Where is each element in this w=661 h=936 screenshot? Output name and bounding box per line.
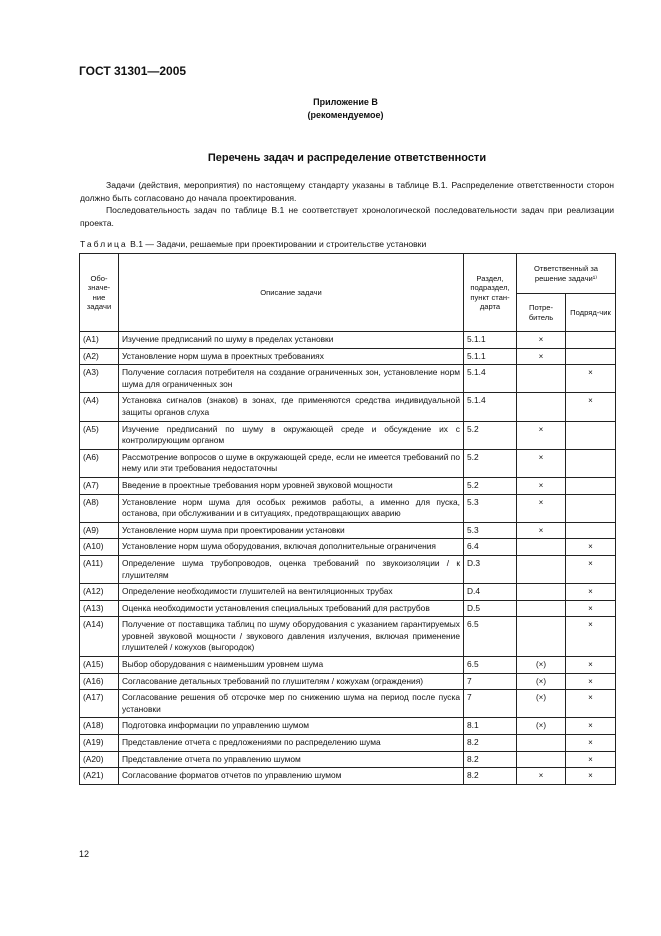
task-code: (A19) <box>80 735 119 752</box>
task-description: Получение согласия потребителя на создание ограниченных зон, установление норм шума для ограниченных зон <box>119 365 464 393</box>
task-description: Установление норм шума при проектировании установки <box>119 522 464 539</box>
contractor-mark: × <box>566 584 616 601</box>
task-description: Оценка необходимости установления специальных требований для раструбов <box>119 600 464 617</box>
contractor-mark: × <box>566 600 616 617</box>
contractor-mark <box>566 332 616 349</box>
document-header: ГОСТ 31301—2005 <box>79 64 187 78</box>
table-row <box>80 718 616 735</box>
task-section-ref: 5.3 <box>464 522 517 539</box>
consumer-mark: × <box>517 332 566 349</box>
task-description: Согласование решения об отсрочке мер по снижению шума на период после пуска установки <box>119 690 464 718</box>
task-code: (A16) <box>80 673 119 690</box>
header-ref: Раздел, подраздел, пункт стан-дарта <box>464 254 517 332</box>
table-row <box>80 690 616 718</box>
task-code: (A17) <box>80 690 119 718</box>
consumer-mark: × <box>517 522 566 539</box>
table-row <box>80 522 616 539</box>
header-responsible: Ответственный за решение задачи¹⁾ <box>517 254 616 294</box>
task-section-ref: 6.4 <box>464 539 517 556</box>
header-contractor: Подряд-чик <box>566 294 616 332</box>
task-description: Представление отчета по управлению шумом <box>119 751 464 768</box>
contractor-mark: × <box>566 365 616 393</box>
header-description: Описание задачи <box>119 254 464 332</box>
table-row <box>80 421 616 449</box>
consumer-mark <box>517 617 566 657</box>
task-description: Установка сигналов (знаков) в зонах, где применяются средства индивидуальной защиты органов слуха <box>119 393 464 421</box>
table-row <box>80 617 616 657</box>
task-description: Установление норм шума оборудования, включая дополнительные ограничения <box>119 539 464 556</box>
header-consumer: Потре-битель <box>517 294 566 332</box>
table-caption <box>80 239 426 249</box>
page-number: 12 <box>79 849 90 859</box>
consumer-mark <box>517 600 566 617</box>
task-code: (A3) <box>80 365 119 393</box>
task-code: (A7) <box>80 477 119 494</box>
task-code: (A4) <box>80 393 119 421</box>
task-section-ref: 5.2 <box>464 449 517 477</box>
paragraph-1-text: Задачи (действия, мероприятия) по настоящему стандарту указаны в таблице В.1. Распределение ответственности сторон должно быть согласовано до начала проектирования. <box>80 180 614 203</box>
table-body <box>80 332 616 785</box>
task-section-ref: 5.1.1 <box>464 348 517 365</box>
table-row <box>80 751 616 768</box>
consumer-mark: × <box>517 449 566 477</box>
contractor-mark: × <box>566 393 616 421</box>
task-section-ref: 7 <box>464 673 517 690</box>
table-row <box>80 332 616 349</box>
consumer-mark <box>517 555 566 583</box>
table-row <box>80 584 616 601</box>
appendix-title: Приложение В <box>313 97 378 107</box>
task-code: (A6) <box>80 449 119 477</box>
section-title: Перечень задач и распределение ответственности <box>207 152 487 164</box>
task-section-ref: 5.1.4 <box>464 393 517 421</box>
contractor-mark: × <box>566 718 616 735</box>
paragraph-2-text: Последовательность задач по таблице В.1 не соответствует хронологической последовательности задач при реализации проекта. <box>80 205 614 228</box>
task-description: Введение в проектные требования норм уровней звуковой мощности <box>119 477 464 494</box>
contractor-mark: × <box>566 768 616 785</box>
task-code: (A10) <box>80 539 119 556</box>
task-description: Рассмотрение вопросов о шуме в окружающей среде, если не имеется требований по нему или эти требования недостаточны <box>119 449 464 477</box>
task-description: Выбор оборудования с наименьшим уровнем шума <box>119 657 464 674</box>
contractor-mark: × <box>566 555 616 583</box>
table-caption-text: В.1 — Задачи, решаемые при проектировании и строительстве установки <box>127 239 427 249</box>
consumer-mark <box>517 751 566 768</box>
contractor-mark <box>566 348 616 365</box>
consumer-mark: (×) <box>517 657 566 674</box>
tasks-table <box>79 253 616 785</box>
contractor-mark: × <box>566 657 616 674</box>
consumer-mark: × <box>517 421 566 449</box>
task-code: (A18) <box>80 718 119 735</box>
task-code: (A1) <box>80 332 119 349</box>
contractor-mark <box>566 494 616 522</box>
task-section-ref: 5.1.4 <box>464 365 517 393</box>
table-row <box>80 477 616 494</box>
task-section-ref: 8.1 <box>464 718 517 735</box>
table-row <box>80 348 616 365</box>
task-code: (A21) <box>80 768 119 785</box>
consumer-mark: × <box>517 494 566 522</box>
paragraph-2 <box>80 204 614 229</box>
task-description: Согласование форматов отчетов по управлению шумом <box>119 768 464 785</box>
task-code: (A20) <box>80 751 119 768</box>
contractor-mark <box>566 522 616 539</box>
task-description: Подготовка информации по управлению шумом <box>119 718 464 735</box>
task-section-ref: 6.5 <box>464 657 517 674</box>
task-description: Определение шума трубопроводов, оценка требований по звукоизоляции / к глушителям <box>119 555 464 583</box>
task-code: (A11) <box>80 555 119 583</box>
appendix-heading <box>0 96 661 122</box>
task-description: Получение от поставщика таблиц по шуму оборудования с указанием гарантируемых уровней звуковой мощности / звукового давления излучения, включая применение глушителей / кожухов (выгородок) <box>119 617 464 657</box>
task-section-ref: 8.2 <box>464 768 517 785</box>
task-section-ref: D.3 <box>464 555 517 583</box>
task-section-ref: 8.2 <box>464 735 517 752</box>
task-description: Изучение предписаний по шуму в пределах установки <box>119 332 464 349</box>
contractor-mark <box>566 477 616 494</box>
task-section-ref: 5.2 <box>464 421 517 449</box>
task-description: Установление норм шума для особых режимов работы, а именно для пуска, останова, при обслуживании и в ситуациях, предотвращающих аварию <box>119 494 464 522</box>
task-section-ref: 7 <box>464 690 517 718</box>
task-code: (A5) <box>80 421 119 449</box>
task-code: (A2) <box>80 348 119 365</box>
task-section-ref: 6.5 <box>464 617 517 657</box>
task-section-ref: 8.2 <box>464 751 517 768</box>
consumer-mark <box>517 735 566 752</box>
task-description: Изучение предписаний по шуму в окружающей среде и обсуждение их с контролирующим органом <box>119 421 464 449</box>
contractor-mark <box>566 421 616 449</box>
consumer-mark <box>517 539 566 556</box>
task-section-ref: D.4 <box>464 584 517 601</box>
task-description: Определение необходимости глушителей на вентиляционных трубах <box>119 584 464 601</box>
task-code: (A14) <box>80 617 119 657</box>
contractor-mark: × <box>566 673 616 690</box>
table-row <box>80 539 616 556</box>
task-description: Установление норм шума в проектных требованиях <box>119 348 464 365</box>
table-row <box>80 555 616 583</box>
task-code: (A15) <box>80 657 119 674</box>
appendix-subtitle: (рекомендуемое) <box>307 110 384 120</box>
contractor-mark: × <box>566 690 616 718</box>
table-row <box>80 393 616 421</box>
task-code: (A12) <box>80 584 119 601</box>
table-caption-prefix: Таблица <box>80 239 128 249</box>
task-section-ref: D.5 <box>464 600 517 617</box>
contractor-mark: × <box>566 539 616 556</box>
table-row <box>80 600 616 617</box>
consumer-mark: × <box>517 477 566 494</box>
task-section-ref: 5.1.1 <box>464 332 517 349</box>
table-row <box>80 494 616 522</box>
table-row <box>80 657 616 674</box>
consumer-mark: (×) <box>517 718 566 735</box>
consumer-mark: × <box>517 348 566 365</box>
task-description: Согласование детальных требований по глушителям / кожухам (ограждения) <box>119 673 464 690</box>
consumer-mark <box>517 584 566 601</box>
task-section-ref: 5.2 <box>464 477 517 494</box>
contractor-mark: × <box>566 751 616 768</box>
task-code: (A13) <box>80 600 119 617</box>
table-row <box>80 735 616 752</box>
consumer-mark <box>517 393 566 421</box>
paragraph-1 <box>80 179 614 204</box>
contractor-mark: × <box>566 735 616 752</box>
consumer-mark: × <box>517 768 566 785</box>
header-code: Обо-значе-ние задачи <box>80 254 119 332</box>
task-description: Представление отчета с предложениями по распределению шума <box>119 735 464 752</box>
task-code: (A9) <box>80 522 119 539</box>
table-row <box>80 449 616 477</box>
task-section-ref: 5.3 <box>464 494 517 522</box>
task-code: (A8) <box>80 494 119 522</box>
table-row <box>80 365 616 393</box>
contractor-mark: × <box>566 617 616 657</box>
table-row <box>80 673 616 690</box>
contractor-mark <box>566 449 616 477</box>
consumer-mark: (×) <box>517 690 566 718</box>
table-row <box>80 768 616 785</box>
consumer-mark <box>517 365 566 393</box>
consumer-mark: (×) <box>517 673 566 690</box>
